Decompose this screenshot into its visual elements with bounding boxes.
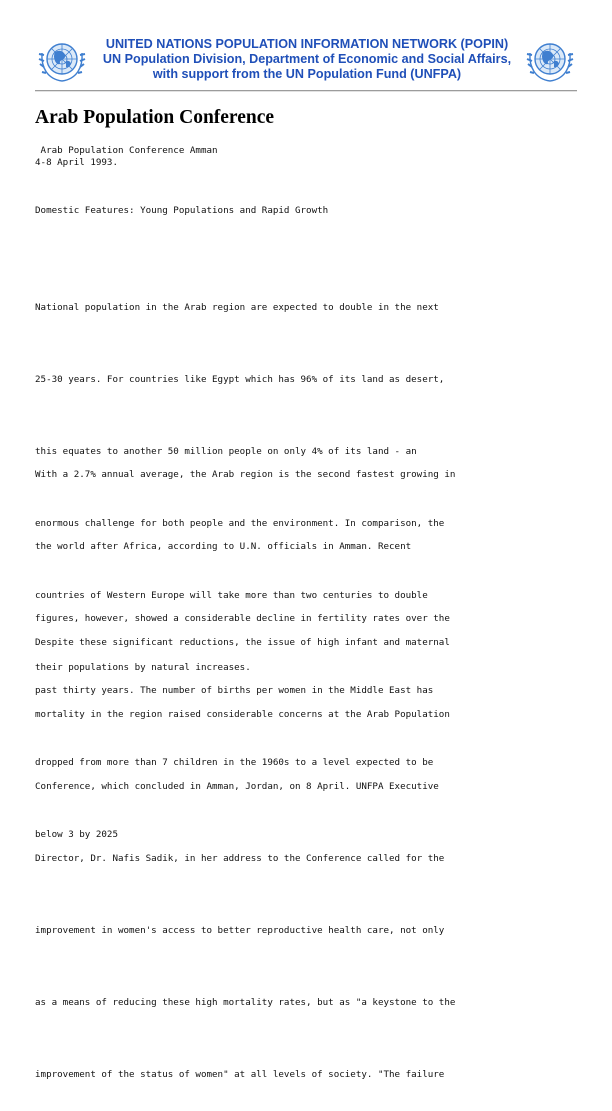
text-line: improvement of the status of women" at all levels of society. "The failure (35, 1069, 445, 1080)
section-heading: Domestic Features: Young Populations and Rapid Growth (35, 205, 329, 216)
header-line-2: UN Population Division, Department of Economic and Social Affairs, (102, 52, 512, 66)
text-line: figures, however, showed a considerable decline in fertility rates over the (35, 613, 450, 624)
un-emblem-icon (37, 37, 87, 85)
text-line: below 3 by 2025 (35, 829, 118, 840)
text-line: Despite these significant reductions, the issue of high infant and maternal (35, 637, 450, 648)
text-line: mortality in the region raised considerable concerns at the Arab Population (35, 709, 450, 720)
text-line: Director, Dr. Nafis Sadik, in her address to the Conference called for the (35, 853, 445, 864)
header-divider (35, 90, 577, 92)
popin-header-text (92, 37, 522, 82)
conference-dateline (35, 145, 218, 169)
text-line: dropped from more than 7 children in the 1960s to a level expected to be (35, 757, 434, 768)
un-emblem-icon (525, 37, 575, 85)
dateline-date: 4-8 April 1993. (35, 157, 118, 168)
header-line-1: UNITED NATIONS POPULATION INFORMATION NETWORK (POPIN) (105, 37, 509, 51)
text-line: past thirty years. The number of births per women in the Middle East has (35, 685, 434, 696)
text-line: With a 2.7% annual average, the Arab region is the second fastest growing in (35, 469, 456, 480)
text-line: their populations by natural increases. (35, 662, 251, 673)
text-line: this equates to another 50 million people on only 4% of its land - an (35, 446, 417, 457)
text-line: countries of Western Europe will take more than two centuries to double (35, 590, 428, 601)
header-line-3: with support from the UN Population Fund (UNFPA) (152, 67, 462, 81)
text-line: 25-30 years. For countries like Egypt which has 96% of its land as desert, (35, 374, 445, 385)
page-header (0, 0, 612, 96)
text-line: enormous challenge for both people and the environment. In comparison, the (35, 518, 445, 529)
page-title: Arab Population Conference (35, 107, 275, 128)
paragraph-3 (35, 583, 455, 1111)
text-line: as a means of reducing these high mortality rates, but as "a keystone to the (35, 997, 456, 1008)
dateline-location: Arab Population Conference Amman (35, 145, 218, 156)
text-line: the world after Africa, according to U.N. officials in Amman. Recent (35, 541, 412, 552)
text-line: Conference, which concluded in Amman, Jordan, on 8 April. UNFPA Executive (35, 781, 439, 792)
text-line: improvement in women's access to better reproductive health care, not only (35, 925, 445, 936)
text-line: National population in the Arab region are expected to double in the next (35, 302, 439, 313)
